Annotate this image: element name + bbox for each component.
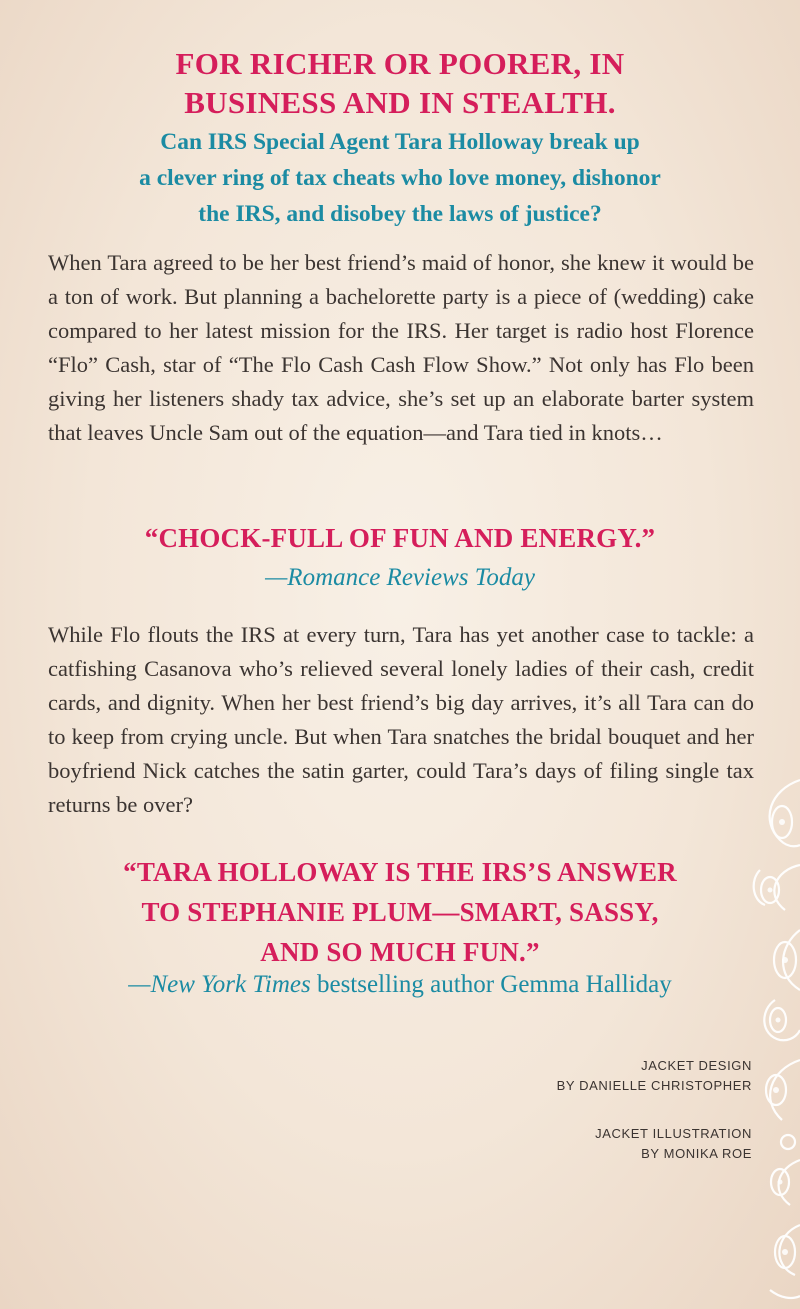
lace-ornament-icon — [730, 770, 800, 1309]
illustration-credit-name: BY MONIKA ROE — [641, 1146, 752, 1161]
design-credit-label: JACKET DESIGN — [641, 1058, 752, 1073]
headline-line-2: BUSINESS AND IN STEALTH. — [184, 85, 616, 120]
headline-line-1: FOR RICHER OR POORER, IN — [175, 46, 625, 81]
subhead-line-3: the IRS, and disobey the laws of justice? — [198, 201, 602, 227]
review-quote-1: “CHOCK-FULL OF FUN AND ENERGY.” — [144, 523, 656, 553]
quote2-line-2: TO STEPHANIE PLUM—SMART, SASSY, — [141, 897, 659, 927]
attribution-source-1: —Romance Reviews Today — [265, 564, 535, 591]
subhead-line-1: Can IRS Special Agent Tara Holloway break up — [160, 129, 640, 155]
attribution-author: bestselling author Gemma Halliday — [310, 971, 672, 998]
quote2-line-1: “TARA HOLLOWAY IS THE IRS’S ANSWER — [123, 857, 677, 887]
review-quote-2 — [40, 852, 760, 972]
attribution-publication: —New York Times — [128, 971, 311, 998]
headline — [40, 44, 760, 122]
jacket-design-credit — [412, 1056, 752, 1096]
quote2-line-3: AND SO MUCH FUN.” — [260, 937, 540, 967]
illustration-credit-label: JACKET ILLUSTRATION — [595, 1126, 752, 1141]
jacket-illustration-credit — [412, 1124, 752, 1164]
review-attribution-1 — [40, 561, 760, 595]
synopsis-paragraph-1: When Tara agreed to be her best friend’s maid of honor, she knew it would be a ton of work. But planning a bachelorette party is a piece of (wedding) cake compared to her latest mission for the IRS. Her target is radio host Florence “Flo” Cash, star of “The Flo Cash Cash Flow Show.” Not only has Flo been giving her listeners shady tax advice, she’s set up an elaborate barter system that leaves Uncle Sam out of the equation—and Tara tied in knots… — [48, 250, 754, 445]
synopsis-paragraph-2: While Flo flouts the IRS at every turn, Tara has yet another case to tackle: a catfishing Casanova who’s relieved several lonely ladies of their cash, credit cards, and dignity. When her best friend’s big day arrives, it’s all Tara can do to keep from crying uncle. But when Tara snatches the bridal bouquet and her boyfriend Nick catches the satin garter, could Tara’s days of filing single tax returns be over? — [48, 622, 754, 817]
design-credit-name: BY DANIELLE CHRISTOPHER — [556, 1078, 752, 1093]
subheadline — [40, 124, 760, 232]
subhead-line-2: a clever ring of tax cheats who love money, dishonor — [139, 165, 661, 191]
review-attribution-2 — [40, 968, 760, 1002]
